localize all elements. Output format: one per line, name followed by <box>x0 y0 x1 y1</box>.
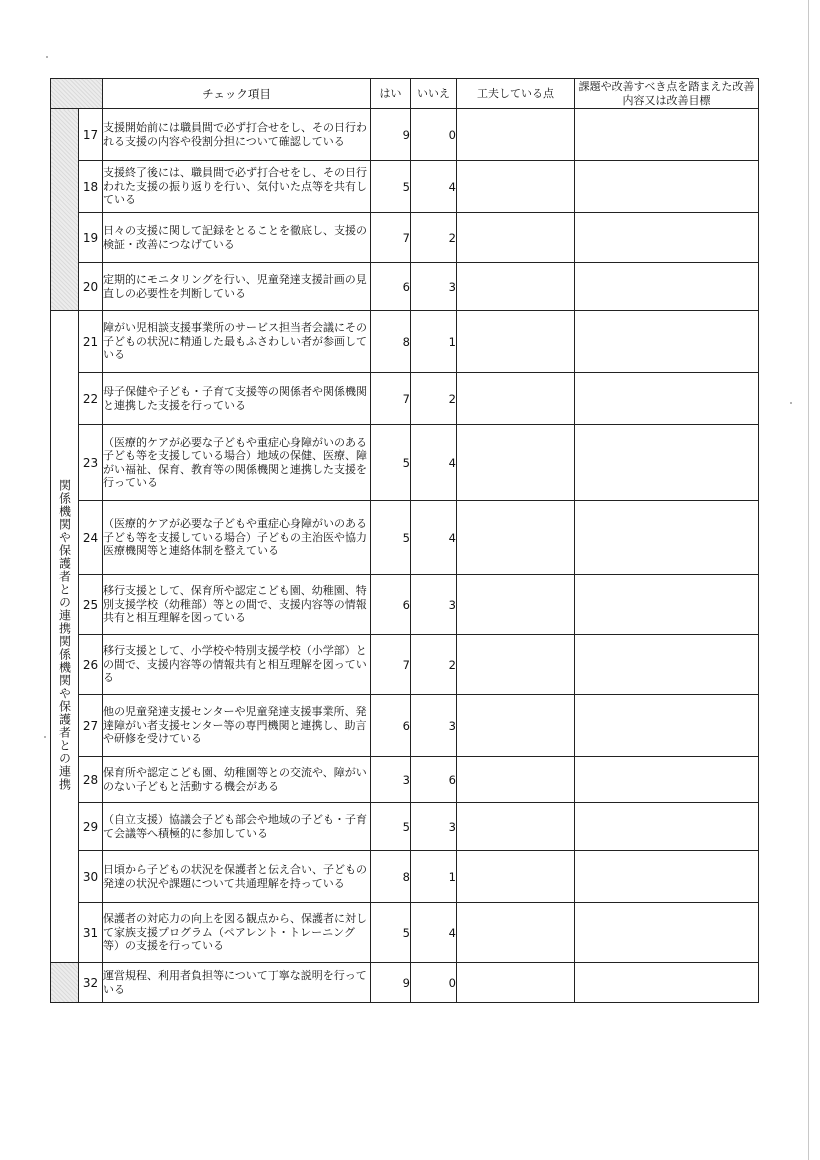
effort-cell[interactable] <box>457 903 575 963</box>
effort-cell[interactable] <box>457 161 575 213</box>
check-item-text: 母子保健や子ども・子育て支援等の関係者や関係機関と連携した支援を行っている <box>103 373 371 425</box>
header-blank <box>51 79 103 109</box>
table-row <box>51 757 759 803</box>
row-number: 19 <box>79 213 103 263</box>
row-number: 25 <box>79 575 103 635</box>
header-effort: 工夫している点 <box>457 79 575 109</box>
yes-count: 9 <box>371 963 411 1003</box>
improvement-cell[interactable] <box>575 575 759 635</box>
no-count: 1 <box>411 311 457 373</box>
check-item-text: 障がい児相談支援事業所のサービス担当者会議にその子どもの状況に精通した最もふさわしい者が参画している <box>103 311 371 373</box>
header-check-item: チェック項目 <box>103 79 371 109</box>
table-row <box>51 161 759 213</box>
effort-cell[interactable] <box>457 425 575 501</box>
check-item-text: 日々の支援に関して記録をとることを徹底し、支援の検証・改善につなげている <box>103 213 371 263</box>
no-count: 2 <box>411 373 457 425</box>
yes-count: 5 <box>371 425 411 501</box>
improvement-cell[interactable] <box>575 501 759 575</box>
improvement-cell[interactable] <box>575 963 759 1003</box>
yes-count: 7 <box>371 373 411 425</box>
improvement-cell[interactable] <box>575 803 759 851</box>
improvement-cell[interactable] <box>575 263 759 311</box>
no-count: 4 <box>411 161 457 213</box>
no-count: 3 <box>411 263 457 311</box>
category-cell-blank <box>51 963 79 1003</box>
table-row <box>51 109 759 161</box>
effort-cell[interactable] <box>457 695 575 757</box>
no-count: 1 <box>411 851 457 903</box>
table-row <box>51 373 759 425</box>
effort-cell[interactable] <box>457 803 575 851</box>
yes-count: 6 <box>371 263 411 311</box>
header-yes: はい <box>371 79 411 109</box>
table-row <box>51 963 759 1003</box>
effort-cell[interactable] <box>457 851 575 903</box>
row-number: 17 <box>79 109 103 161</box>
effort-cell[interactable] <box>457 109 575 161</box>
table-row <box>51 263 759 311</box>
effort-cell[interactable] <box>457 263 575 311</box>
table-row <box>51 903 759 963</box>
no-count: 3 <box>411 803 457 851</box>
improvement-cell[interactable] <box>575 851 759 903</box>
effort-cell[interactable] <box>457 213 575 263</box>
row-number: 27 <box>79 695 103 757</box>
effort-cell[interactable] <box>457 757 575 803</box>
check-item-text: 他の児童発達支援センターや児童発達支援事業所、発達障がい者支援センター等の専門機関と連携し、助言や研修を受けている <box>103 695 371 757</box>
table-row <box>51 695 759 757</box>
table-row <box>51 851 759 903</box>
row-number: 30 <box>79 851 103 903</box>
no-count: 3 <box>411 695 457 757</box>
row-number: 24 <box>79 501 103 575</box>
row-number: 22 <box>79 373 103 425</box>
yes-count: 7 <box>371 213 411 263</box>
table-row <box>51 311 759 373</box>
page-edge <box>808 0 809 1160</box>
category-liaison <box>51 311 79 963</box>
yes-count: 9 <box>371 109 411 161</box>
effort-cell[interactable] <box>457 575 575 635</box>
improvement-cell[interactable] <box>575 757 759 803</box>
no-count: 3 <box>411 575 457 635</box>
scan-speck <box>790 402 792 404</box>
row-number: 32 <box>79 963 103 1003</box>
check-item-text: 運営規程、利用者負担等について丁寧な説明を行っている <box>103 963 371 1003</box>
yes-count: 7 <box>371 635 411 695</box>
improvement-cell[interactable] <box>575 161 759 213</box>
improvement-cell[interactable] <box>575 373 759 425</box>
yes-count: 5 <box>371 161 411 213</box>
row-number: 28 <box>79 757 103 803</box>
no-count: 2 <box>411 635 457 695</box>
effort-cell[interactable] <box>457 963 575 1003</box>
check-item-text: （医療的ケアが必要な子どもや重症心身障がいのある子ども等を支援している場合）地域の保健、医療、障がい福祉、保育、教育等の関係機関と連携した支援を行っている <box>103 425 371 501</box>
header-improvement: 課題や改善すべき点を踏まえた改善内容又は改善目標 <box>575 79 759 109</box>
check-item-text: （自立支援）協議会子ども部会や地域の子ども・子育て会議等へ積極的に参加している <box>103 803 371 851</box>
yes-count: 5 <box>371 501 411 575</box>
check-item-text: 移行支援として、小学校や特別支援学校（小学部）との間で、支援内容等の情報共有と相互理解を図っている <box>103 635 371 695</box>
yes-count: 5 <box>371 803 411 851</box>
yes-count: 6 <box>371 695 411 757</box>
no-count: 6 <box>411 757 457 803</box>
no-count: 4 <box>411 903 457 963</box>
table-row <box>51 501 759 575</box>
row-number: 23 <box>79 425 103 501</box>
scan-speck <box>46 56 48 58</box>
no-count: 0 <box>411 109 457 161</box>
table-row <box>51 803 759 851</box>
table-row <box>51 213 759 263</box>
self-evaluation-table <box>50 78 759 1003</box>
row-number: 18 <box>79 161 103 213</box>
row-number: 26 <box>79 635 103 695</box>
no-count: 4 <box>411 501 457 575</box>
improvement-cell[interactable] <box>575 635 759 695</box>
check-item-text: 支援開始前には職員間で必ず打合せをし、その日行われる支援の内容や役割分担について確認している <box>103 109 371 161</box>
yes-count: 5 <box>371 903 411 963</box>
yes-count: 8 <box>371 311 411 373</box>
improvement-cell[interactable] <box>575 903 759 963</box>
check-item-text: 移行支援として、保育所や認定こども園、幼稚園、特別支援学校（幼稚部）等との間で、支援内容等の情報共有と相互理解を図っている <box>103 575 371 635</box>
check-item-text: 日頃から子どもの状況を保護者と伝え合い、子どもの発達の状況や課題について共通理解を持っている <box>103 851 371 903</box>
yes-count: 8 <box>371 851 411 903</box>
scan-speck <box>44 736 46 738</box>
row-number: 29 <box>79 803 103 851</box>
improvement-cell[interactable] <box>575 695 759 757</box>
table-row <box>51 635 759 695</box>
row-number: 21 <box>79 311 103 373</box>
check-item-text: （医療的ケアが必要な子どもや重症心身障がいのある子ども等を支援している場合）子どもの主治医や協力医療機関等と連絡体制を整えている <box>103 501 371 575</box>
yes-count: 3 <box>371 757 411 803</box>
improvement-cell[interactable] <box>575 213 759 263</box>
yes-count: 6 <box>371 575 411 635</box>
no-count: 0 <box>411 963 457 1003</box>
check-item-text: 定期的にモニタリングを行い、児童発達支援計画の見直しの必要性を判断している <box>103 263 371 311</box>
check-item-text: 支援終了後には、職員間で必ず打合せをし、その日行われた支援の振り返りを行い、気付いた点等を共有している <box>103 161 371 213</box>
header-no: いいえ <box>411 79 457 109</box>
category-cell-blank <box>51 109 79 311</box>
effort-cell[interactable] <box>457 635 575 695</box>
effort-cell[interactable] <box>457 501 575 575</box>
improvement-cell[interactable] <box>575 425 759 501</box>
no-count: 2 <box>411 213 457 263</box>
table-row <box>51 425 759 501</box>
table-row <box>51 575 759 635</box>
check-item-text: 保育所や認定こども園、幼稚園等との交流や、障がいのない子どもと活動する機会がある <box>103 757 371 803</box>
effort-cell[interactable] <box>457 311 575 373</box>
row-number: 20 <box>79 263 103 311</box>
improvement-cell[interactable] <box>575 311 759 373</box>
effort-cell[interactable] <box>457 373 575 425</box>
improvement-cell[interactable] <box>575 109 759 161</box>
no-count: 4 <box>411 425 457 501</box>
row-number: 31 <box>79 903 103 963</box>
category-label: 関係機関や保護者との連携関係機関や保護者との連携 <box>57 478 72 791</box>
check-item-text: 保護者の対応力の向上を図る観点から、保護者に対して家族支援プログラム（ペアレント・トレーニング等）の支援を行っている <box>103 903 371 963</box>
